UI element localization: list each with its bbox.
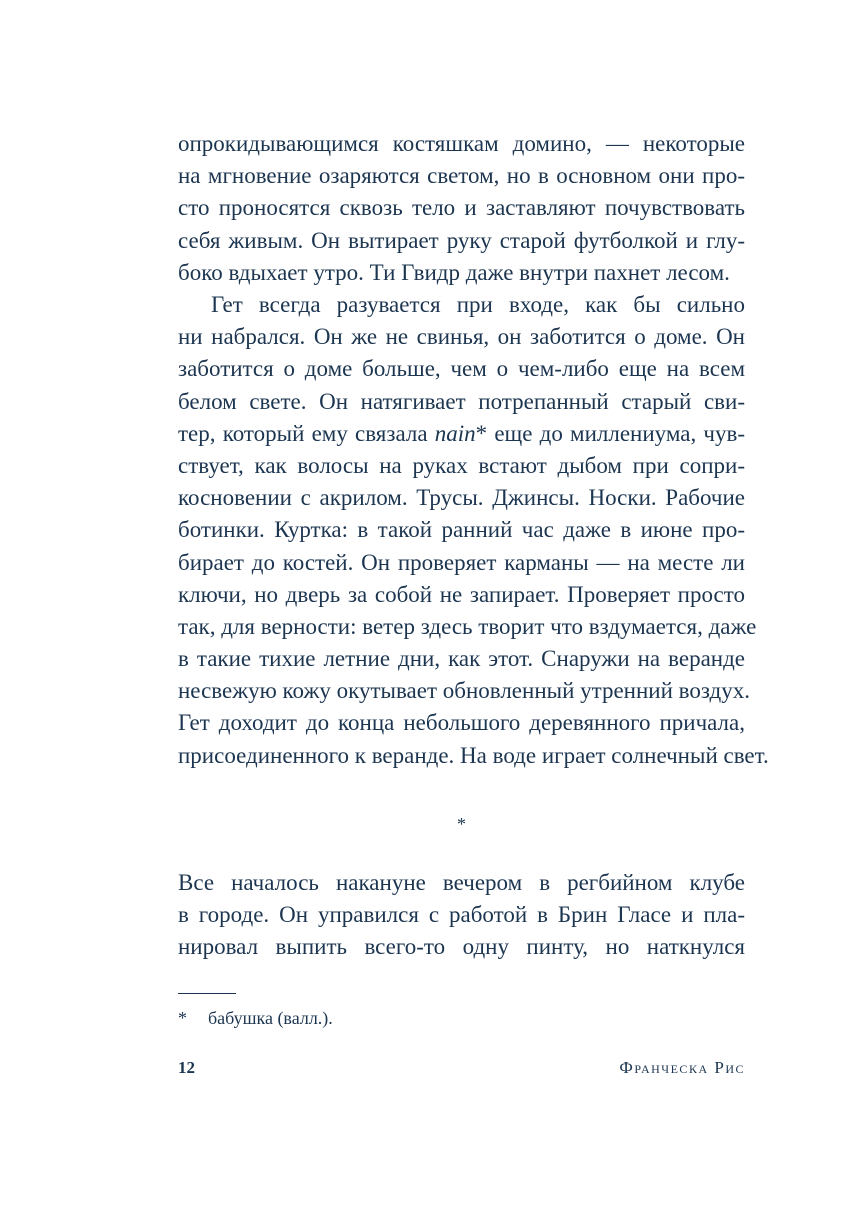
text-line: бирает до костей. Он проверяет карманы — на месте ли (178, 549, 745, 575)
italic-welsh-word: nain (434, 420, 476, 446)
section-break-asterisk: * (457, 814, 466, 834)
text-line: на мгновение озаряются светом, но в основном они про- (178, 163, 745, 189)
text-line: заботится о доме больше, чем о чем-либо еще на всем (178, 356, 745, 382)
footnote-text: бабушка (валл.). (208, 1008, 333, 1028)
paragraph-get-dresses (178, 289, 769, 772)
text-line: ключи, но дверь за собой не запирает. Проверяет просто (178, 581, 745, 607)
text-line: Все началось накануне вечером в регбийном клубе (178, 870, 745, 895)
text-line: в городе. Он управился с работой в Брин Гласе и пла- (178, 902, 745, 928)
paragraph-continued (178, 128, 745, 289)
footnote-marker: * (178, 1008, 187, 1028)
running-head-author: Франческа Рис (619, 1058, 745, 1077)
text-line-with-footnote-ref (178, 418, 745, 450)
footnote-divider (178, 993, 236, 994)
paragraph-new-section (178, 867, 745, 964)
text-line: ботинки. Куртка: в такой ранний час даже в июне про- (178, 517, 745, 543)
text-segment: тер, который ему связала (178, 420, 435, 446)
footnote (178, 1006, 333, 1030)
text-line: Гет доходит до конца небольшого деревянного причала, (178, 710, 745, 736)
text-line: сто проносятся сквозь тело и заставляют почувствовать (178, 195, 745, 221)
text-line: несвежую кожу окутывает обновленный утренний воздух. (178, 678, 750, 704)
text-line: нировал выпить всего-то одну пинту, но наткнулся (178, 934, 745, 960)
text-line: опрокидывающимся костяшкам домино, — некоторые (178, 131, 745, 156)
text-line: косновении с акрилом. Трусы. Джинсы. Носки. Рабочие (178, 485, 745, 511)
text-line: так, для верности: ветер здесь творит что вздумается, даже (178, 613, 757, 639)
text-segment: * еще до миллениума, чув- (475, 420, 745, 446)
text-line: Гет всегда разувается при входе, как бы сильно (211, 292, 745, 317)
text-line: ствует, как волосы на руках встают дыбом при сопри- (178, 452, 745, 478)
text-line: ни набрался. Он же не свинья, он заботится о доме. Он (178, 324, 745, 350)
page-number: 12 (178, 1058, 195, 1077)
text-line: себя живым. Он вытирает руку старой футболкой и глу- (178, 227, 745, 253)
text-line: в такие тихие летние дни, как этот. Снаружи на веранде (178, 646, 745, 672)
text-line: боко вдыхает утро. Ти Гвидр даже внутри пахнет лесом. (178, 259, 730, 285)
text-line: присоединенного к веранде. На воде играет солнечный свет. (178, 742, 769, 768)
text-line: белом свете. Он натягивает потрепанный старый сви- (178, 388, 745, 414)
